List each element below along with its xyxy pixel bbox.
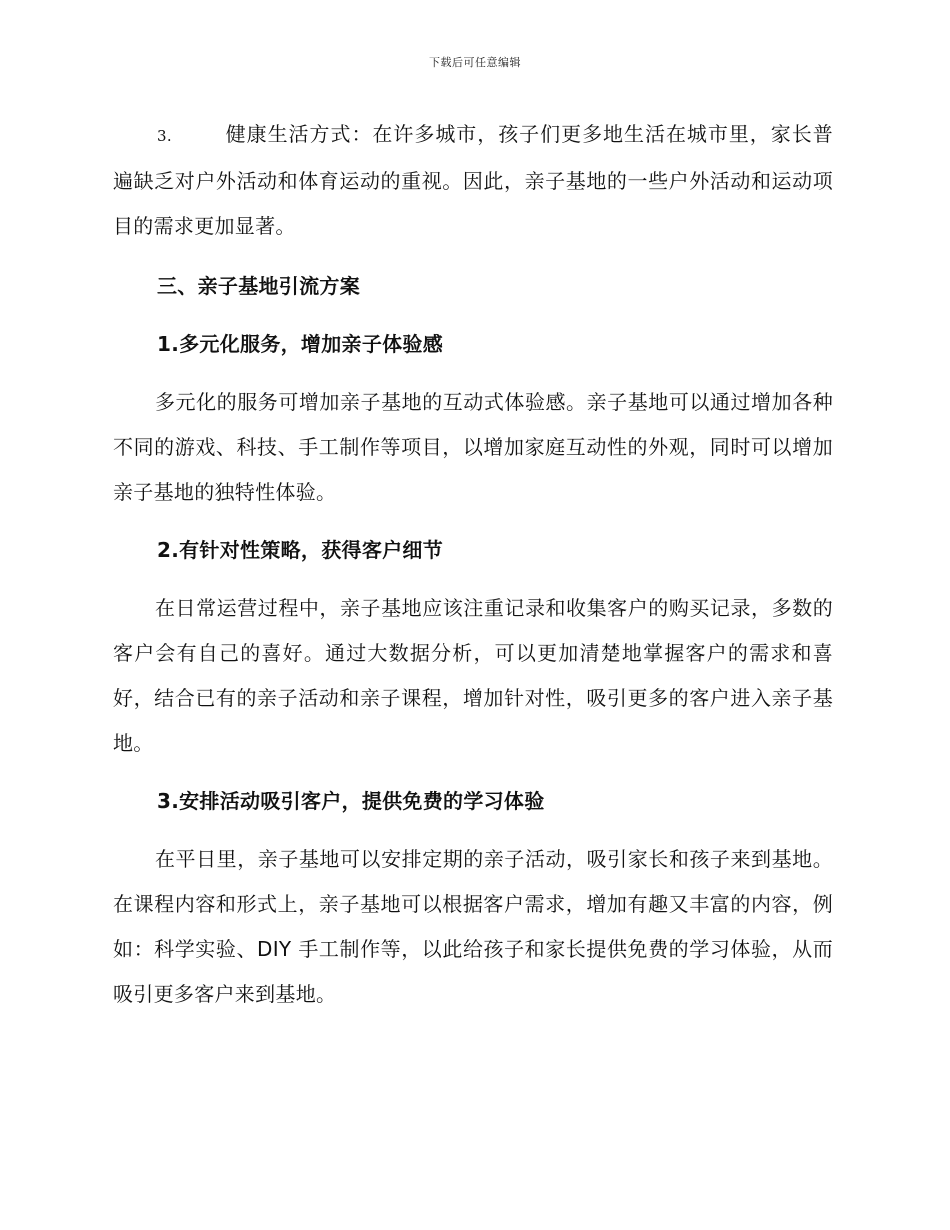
subsection-body-2: 在日常运营过程中，亲子基地应该注重记录和收集客户的购买记录，多数的客户会有自己的喜好。通过大数据分析，可以更加清楚地掌握客户的需求和喜好，结合已有的亲子活动和亲子课程，增加针对性，吸引更多的客户进入亲子基地。 — [113, 596, 833, 755]
spacer — [113, 573, 833, 586]
list-item-3 — [113, 112, 833, 249]
subsection-body-1: 多元化的服务可增加亲子基地的互动式体验感。亲子基地可以通过增加各种不同的游戏、科技、手工制作等项目，以增加家庭互动性的外观，同时可以增加亲子基地的独特性体验。 — [113, 390, 833, 504]
page-header-note: 下载后可任意编辑 — [429, 56, 521, 69]
spacer — [113, 515, 833, 528]
subsection-heading-2: 2.有针对性策略，获得客户细节 — [157, 538, 444, 562]
subsection-heading-1: 1.多元化服务，增加亲子体验感 — [157, 332, 444, 356]
section-heading: 三、亲子基地引流方案 — [157, 274, 360, 298]
subsection-heading-3: 3.安排活动吸引客户，提供免费的学习体验 — [157, 789, 545, 813]
spacer — [113, 766, 833, 779]
subsection-body-3: 在平日里，亲子基地可以安排定期的亲子活动，吸引家长和孩子来到基地。在课程内容和形式上，亲子基地可以根据客户需求，增加有趣又丰富的内容，例如：科学实验、DIY 手工制作等，以此给孩子和家长提供免费的学习体验，从而吸引更多客户来到基地。 — [113, 847, 833, 1006]
document-body — [113, 112, 833, 1017]
spacer — [113, 249, 833, 264]
list-item-number: 3. — [157, 127, 172, 145]
list-item-text: 健康生活方式：在许多城市，孩子们更多地生活在城市里，家长普遍缺乏对户外活动和体育运动的重视。因此，亲子基地的一些户外活动和运动项目的需求更加显著。 — [113, 122, 833, 238]
spacer — [113, 309, 833, 322]
spacer — [113, 367, 833, 380]
spacer — [113, 824, 833, 837]
